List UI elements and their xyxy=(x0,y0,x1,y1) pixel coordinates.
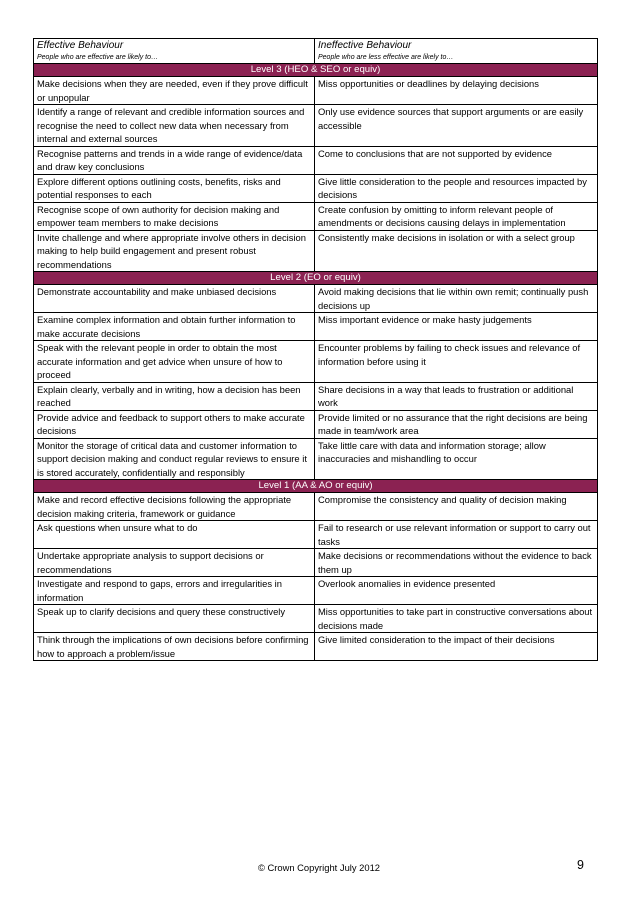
table-row xyxy=(34,577,598,605)
page-number: 9 xyxy=(577,858,584,872)
effective-cell: Make and record effective decisions following the appropriate decision making criteria, framework or guidance xyxy=(34,493,315,521)
table-row xyxy=(34,77,598,105)
effective-cell: Identify a range of relevant and credible information sources and recognise the need to collect new data when necessary from internal and external sources xyxy=(34,105,315,147)
table-row xyxy=(34,438,598,480)
table-row xyxy=(34,230,598,272)
ineffective-cell: Share decisions in a way that leads to frustration or additional work xyxy=(315,382,598,410)
copyright-footer: © Crown Copyright July 2012 xyxy=(257,862,381,873)
effective-subtitle: People who are effective are likely to… xyxy=(37,54,159,61)
effective-cell: Ask questions when unsure what to do xyxy=(34,521,315,549)
ineffective-header-cell xyxy=(315,39,598,64)
effective-title: Effective Behaviour xyxy=(37,40,124,51)
effective-cell: Speak with the relevant people in order to obtain the most accurate information and get advice when unsure of how to proceed xyxy=(34,341,315,383)
header-row xyxy=(34,39,598,64)
ineffective-cell: Provide limited or no assurance that the right decisions are being made in team/work area xyxy=(315,410,598,438)
ineffective-cell: Come to conclusions that are not supported by evidence xyxy=(315,146,598,174)
table-row xyxy=(34,174,598,202)
behaviour-table xyxy=(33,38,598,661)
ineffective-subtitle: People who are less effective are likely to… xyxy=(318,54,454,61)
table-row xyxy=(34,146,598,174)
level-heading-row xyxy=(34,64,598,77)
ineffective-cell: Create confusion by omitting to inform relevant people of amendments or decisions causing delays in implementation xyxy=(315,202,598,230)
effective-cell: Investigate and respond to gaps, errors and irregularities in information xyxy=(34,577,315,605)
ineffective-cell: Overlook anomalies in evidence presented xyxy=(315,577,598,605)
effective-header-cell xyxy=(34,39,315,64)
effective-cell: Think through the implications of own decisions before confirming how to approach a problem/issue xyxy=(34,633,315,661)
effective-cell: Recognise scope of own authority for decision making and empower team members to make decisions xyxy=(34,202,315,230)
table-row xyxy=(34,605,598,633)
ineffective-title: Ineffective Behaviour xyxy=(318,40,412,51)
effective-cell: Demonstrate accountability and make unbiased decisions xyxy=(34,285,315,313)
table-row xyxy=(34,521,598,549)
ineffective-cell: Consistently make decisions in isolation or with a select group xyxy=(315,230,598,272)
ineffective-cell: Make decisions or recommendations without the evidence to back them up xyxy=(315,549,598,577)
ineffective-cell: Miss opportunities or deadlines by delaying decisions xyxy=(315,77,598,105)
effective-cell: Recognise patterns and trends in a wide range of evidence/data and draw key conclusions xyxy=(34,146,315,174)
ineffective-cell: Encounter problems by failing to check issues and relevance of information before using it xyxy=(315,341,598,383)
effective-cell: Explain clearly, verbally and in writing, how a decision has been reached xyxy=(34,382,315,410)
table-row xyxy=(34,285,598,313)
ineffective-cell: Give limited consideration to the impact of their decisions xyxy=(315,633,598,661)
table-row xyxy=(34,633,598,661)
ineffective-cell: Fail to research or use relevant information or support to carry out tasks xyxy=(315,521,598,549)
ineffective-cell: Miss opportunities to take part in constructive conversations about decisions made xyxy=(315,605,598,633)
level-heading: Level 1 (AA & AO or equiv) xyxy=(34,480,598,493)
table-row xyxy=(34,549,598,577)
table-row xyxy=(34,410,598,438)
effective-cell: Examine complex information and obtain further information to make accurate decisions xyxy=(34,313,315,341)
ineffective-cell: Avoid making decisions that lie within own remit; continually push decisions up xyxy=(315,285,598,313)
table-row xyxy=(34,313,598,341)
effective-cell: Provide advice and feedback to support others to make accurate decisions xyxy=(34,410,315,438)
behaviour-table-body xyxy=(34,39,598,661)
effective-cell: Monitor the storage of critical data and customer information to support decision making and conduct regular reviews to ensure it is stored accurately, confidentially and responsibly xyxy=(34,438,315,480)
table-row xyxy=(34,202,598,230)
effective-cell: Speak up to clarify decisions and query these constructively xyxy=(34,605,315,633)
effective-cell: Undertake appropriate analysis to support decisions or recommendations xyxy=(34,549,315,577)
level-heading-row xyxy=(34,480,598,493)
ineffective-cell: Only use evidence sources that support arguments or are easily accessible xyxy=(315,105,598,147)
ineffective-cell: Give little consideration to the people and resources impacted by decisions xyxy=(315,174,598,202)
effective-cell: Invite challenge and where appropriate involve others in decision making to help build engagement and present robust recommendations xyxy=(34,230,315,272)
level-heading: Level 3 (HEO & SEO or equiv) xyxy=(34,64,598,77)
ineffective-cell: Take little care with data and information storage; allow inaccuracies and mishandling to occur xyxy=(315,438,598,480)
table-row xyxy=(34,493,598,521)
table-row xyxy=(34,382,598,410)
effective-cell: Explore different options outlining costs, benefits, risks and potential responses to each xyxy=(34,174,315,202)
effective-cell: Make decisions when they are needed, even if they prove difficult or unpopular xyxy=(34,77,315,105)
table-row xyxy=(34,105,598,147)
level-heading: Level 2 (EO or equiv) xyxy=(34,272,598,285)
ineffective-cell: Compromise the consistency and quality of decision making xyxy=(315,493,598,521)
table-row xyxy=(34,341,598,383)
ineffective-cell: Miss important evidence or make hasty judgements xyxy=(315,313,598,341)
level-heading-row xyxy=(34,272,598,285)
